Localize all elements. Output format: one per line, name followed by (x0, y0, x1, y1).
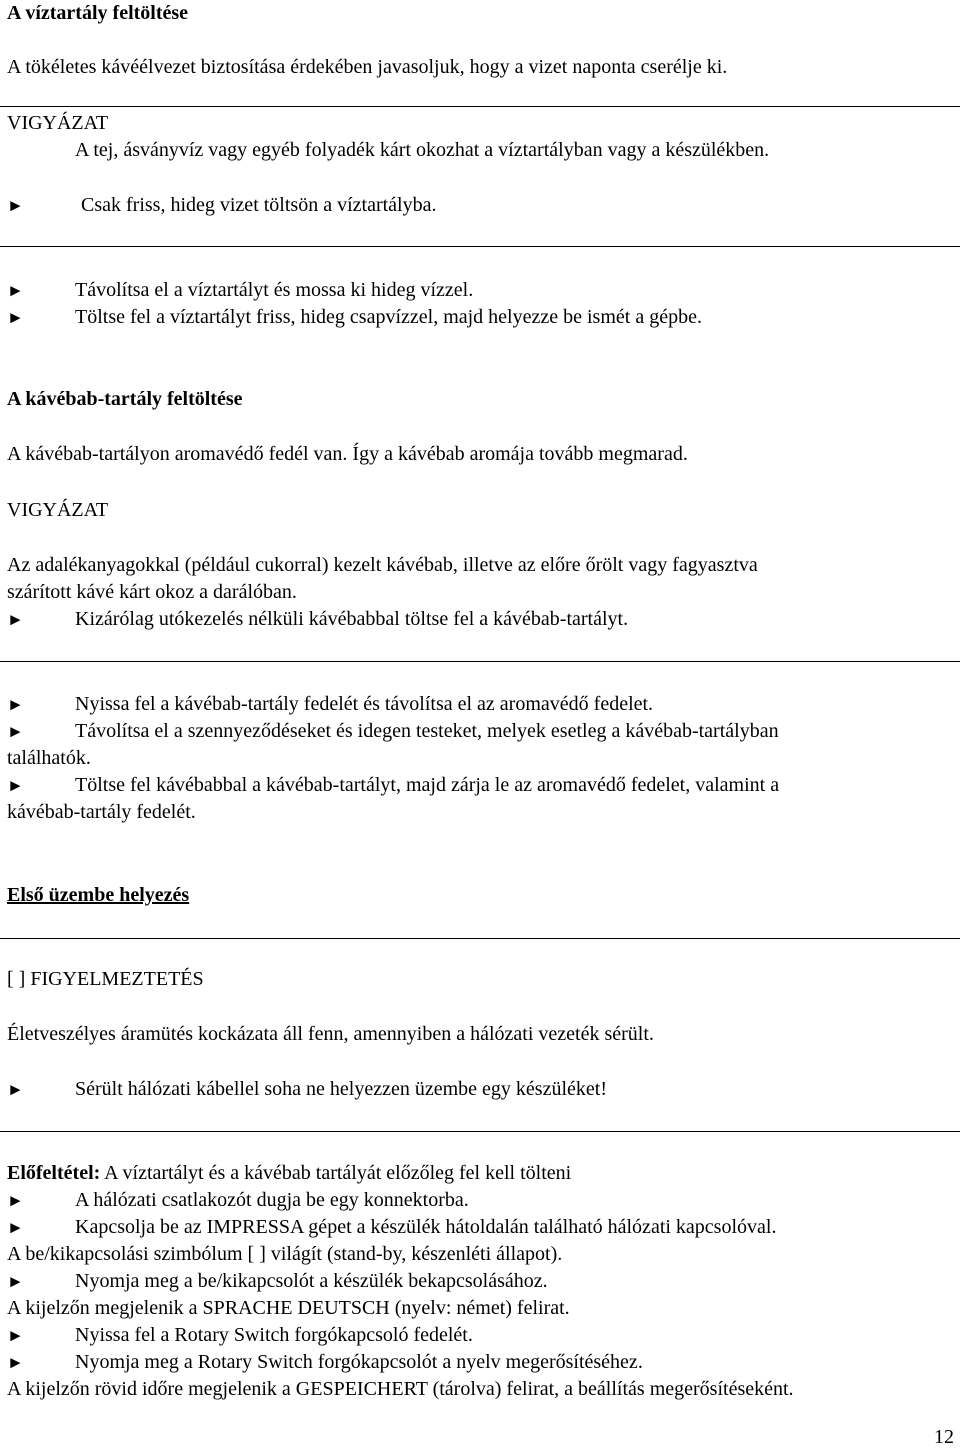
step-item: ► Nyissa fel a kávébab-tartály fedelét és távolítsa el az aromavédő fedelet. (7, 691, 653, 718)
divider (0, 661, 960, 662)
note-line: A be/kikapcsolási szimbólum [ ] világít (stand-by, készenléti állapot). (7, 1243, 563, 1265)
bullet-arrow-icon: ► (7, 196, 24, 215)
bullet-arrow-icon: ► (7, 1353, 24, 1372)
bullet-arrow-icon: ► (7, 776, 24, 795)
bullet-arrow-icon: ► (7, 722, 24, 741)
bullet-arrow-icon: ► (7, 1080, 24, 1099)
page-number: 12 (934, 1426, 954, 1448)
step-item: ► Távolítsa el a víztartályt és mossa ki hideg vízzel. (7, 277, 473, 304)
step-item: ► Távolítsa el a szennyeződéseket és idegen testeket, melyek esetleg a kávébab-tartályban (7, 718, 779, 745)
warning-step: ► Csak friss, hideg vizet töltsön a víztartályba. (7, 192, 436, 219)
warning-label: [ ] FIGYELMEZTETÉS (7, 968, 204, 990)
step-item: ► Nyissa fel a Rotary Switch forgókapcsoló fedelét. (7, 1322, 473, 1349)
bullet-arrow-icon: ► (7, 308, 24, 327)
section-title-water-tank: A víztartály feltöltése (7, 2, 189, 24)
note-line: A kijelzőn rövid időre megjelenik a GESPEICHERT (tárolva) felirat, a beállítás megerősítéseként. (7, 1378, 794, 1400)
precondition-label: Előfeltétel: (7, 1162, 101, 1184)
bullet-arrow-icon: ► (7, 1326, 24, 1345)
bullet-arrow-icon: ► (7, 610, 24, 629)
warning-label: VIGYÁZAT (7, 499, 109, 521)
step-item: ► A hálózati csatlakozót dugja be egy konnektorba. (7, 1187, 469, 1214)
divider (0, 246, 960, 247)
water-tank-intro: A tökéletes kávéélvezet biztosítása érdekében javasoljuk, hogy a vizet naponta cserélje ki. (7, 56, 728, 78)
warning-step: ► Kizárólag utókezelés nélküli kávébabbal töltse fel a kávébab-tartályt. (7, 606, 628, 633)
precondition-text: A víztartályt és a kávébab tartályát előzőleg fel kell tölteni (100, 1162, 572, 1184)
step-item-continuation: találhatók. (7, 747, 91, 769)
step-item: ► Kapcsolja be az IMPRESSA gépet a készülék hátoldalán található hálózati kapcsolóval. (7, 1214, 776, 1241)
warning-text: szárított kávé kárt okoz a darálóban. (7, 581, 297, 603)
warning-text: Életveszélyes áramütés kockázata áll fenn, amennyiben a hálózati vezeték sérült. (7, 1023, 654, 1045)
bullet-arrow-icon: ► (7, 281, 24, 300)
divider (0, 106, 960, 107)
section-title-bean-container: A kávébab-tartály feltöltése (7, 388, 243, 410)
step-item: ► Töltse fel kávébabbal a kávébab-tartályt, majd zárja le az aromavédő fedelet, valamint a (7, 772, 779, 799)
step-item: ► Nyomja meg a Rotary Switch forgókapcsolót a nyelv megerősítéséhez. (7, 1349, 643, 1376)
bullet-arrow-icon: ► (7, 1191, 24, 1210)
step-item: ► Töltse fel a víztartályt friss, hideg csapvízzel, majd helyezze be ismét a gépbe. (7, 304, 702, 331)
precondition (7, 1160, 571, 1187)
divider (0, 938, 960, 939)
note-line: A kijelzőn megjelenik a SPRACHE DEUTSCH (nyelv: német) felirat. (7, 1297, 570, 1319)
step-item: ► Nyomja meg a be/kikapcsolót a készülék bekapcsolásához. (7, 1268, 548, 1295)
bean-container-intro: A kávébab-tartályon aromavédő fedél van. Így a kávébab aromája tovább megmarad. (7, 443, 688, 465)
divider (0, 1131, 960, 1132)
bullet-arrow-icon: ► (7, 695, 24, 714)
warning-text: A tej, ásványvíz vagy egyéb folyadék kárt okozhat a víztartályban vagy a készülékben. (75, 139, 770, 161)
warning-label: VIGYÁZAT (7, 112, 109, 134)
bullet-arrow-icon: ► (7, 1272, 24, 1291)
warning-text: Az adalékanyagokkal (például cukorral) kezelt kávébab, illetve az előre őrölt vagy fagyasztva (7, 554, 758, 576)
section-title-first-use: Első üzembe helyezés (7, 884, 190, 906)
bullet-arrow-icon: ► (7, 1218, 24, 1237)
warning-step: ► Sérült hálózati kábellel soha ne helyezzen üzembe egy készüléket! (7, 1076, 607, 1103)
step-item-continuation: kávébab-tartály fedelét. (7, 801, 196, 823)
